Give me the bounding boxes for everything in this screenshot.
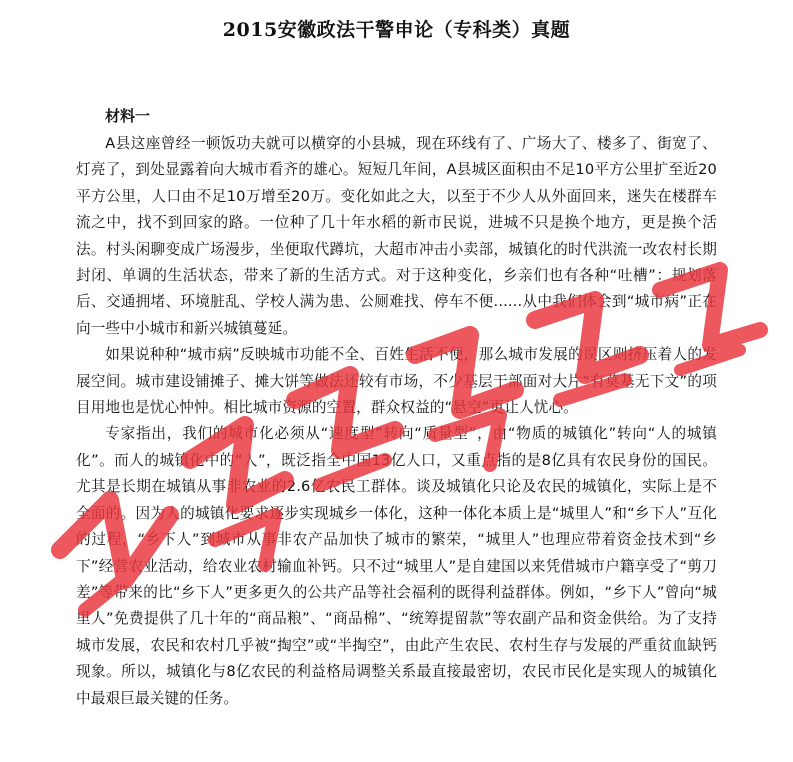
document-body (76, 131, 717, 712)
section-heading: 材料一 (105, 107, 151, 125)
document-title: 2015安徽政法干警申论（专科类）真题 (222, 19, 571, 41)
paragraph-1: A县这座曾经一顿饭功夫就可以横穿的小县城，现在环线有了、广场大了、楼多了、街宽了、灯亮了，到处显露着向大城市看齐的雄心。短短几年间，A县城区面积由不足10平方公里扩至近20平方公里，人口由不足10万增至20万。变化如此之大，以至于不少人从外面回来，迷失在楼群车流之中，找不到回家的路。一位种了几十年水稻的新市民说，进城不只是换个地方，更是换个活法。村头闲聊变成广场漫步，坐便取代蹲坑，大超市冲击小卖部，城镇化的时代洪流一改农村长期封闭、单调的生活状态，带来了新的生活方式。对于这种变化，乡亲们也有各种“吐槽”：规划落后、交通拥堵、环境脏乱、学校人满为患、公厕难找、停车不便......从中我们体会到“城市病”正在向一些中小城市和新兴城镇蔓延。 (76, 135, 717, 337)
paragraph-2: 如果说种种“城市病”反映城市功能不全、百姓生活不便，那么城市发展的误区则挤压着人的发展空间。城市建设铺摊子、摊大饼等做法还较有市场，不少基层干部面对大片“有莫基无下文”的项目用地也是忧心忡忡。相比城市资源的空置，群众权益的“悬空”更让人忧心。 (76, 346, 717, 417)
paragraph-3: 专家指出，我们的城市化必须从“速度型”转向“质量型”，由“物质的城镇化”转向“人的城镇化”。而人的城镇化中的“人”，既泛指全中国13亿人口，又重点指的是8亿具有农民身份的国民。尤其是长期在城镇从事非农业的2.6亿农民工群体。谈及城镇化只论及农民的城镇化，实际上是不全面的。因为人的城镇化要求逐步实现城乡一体化，这种一体化本质上是“城里人”和“乡下人”互化的过程，“乡下人”到城市从事非农产品加快了城市的繁荣，“城里人”也理应带着资金技术到“乡下”经营农业活动，给农业农村输血补钙。只不过“城里人”是自建国以来凭借城市户籍享受了“剪刀差”等带来的比“乡下人”更多更久的公共产品等社会福利的既得利益群体。例如，“乡下人”曾向“城里人”免费提供了几十年的“商品粮”、“商品棉”、“统筹提留款”等农副产品和资金供给。为了支持城市发展，农民和农村几乎被“掏空”或“半掏空”，由此产生农民、农村生存与发展的严重贫血缺钙现象。所以，城镇化与8亿农民的利益格局调整关系最直接最密切，农民市民化是实现人的城镇化中最艰巨最关键的任务。 (76, 425, 717, 707)
